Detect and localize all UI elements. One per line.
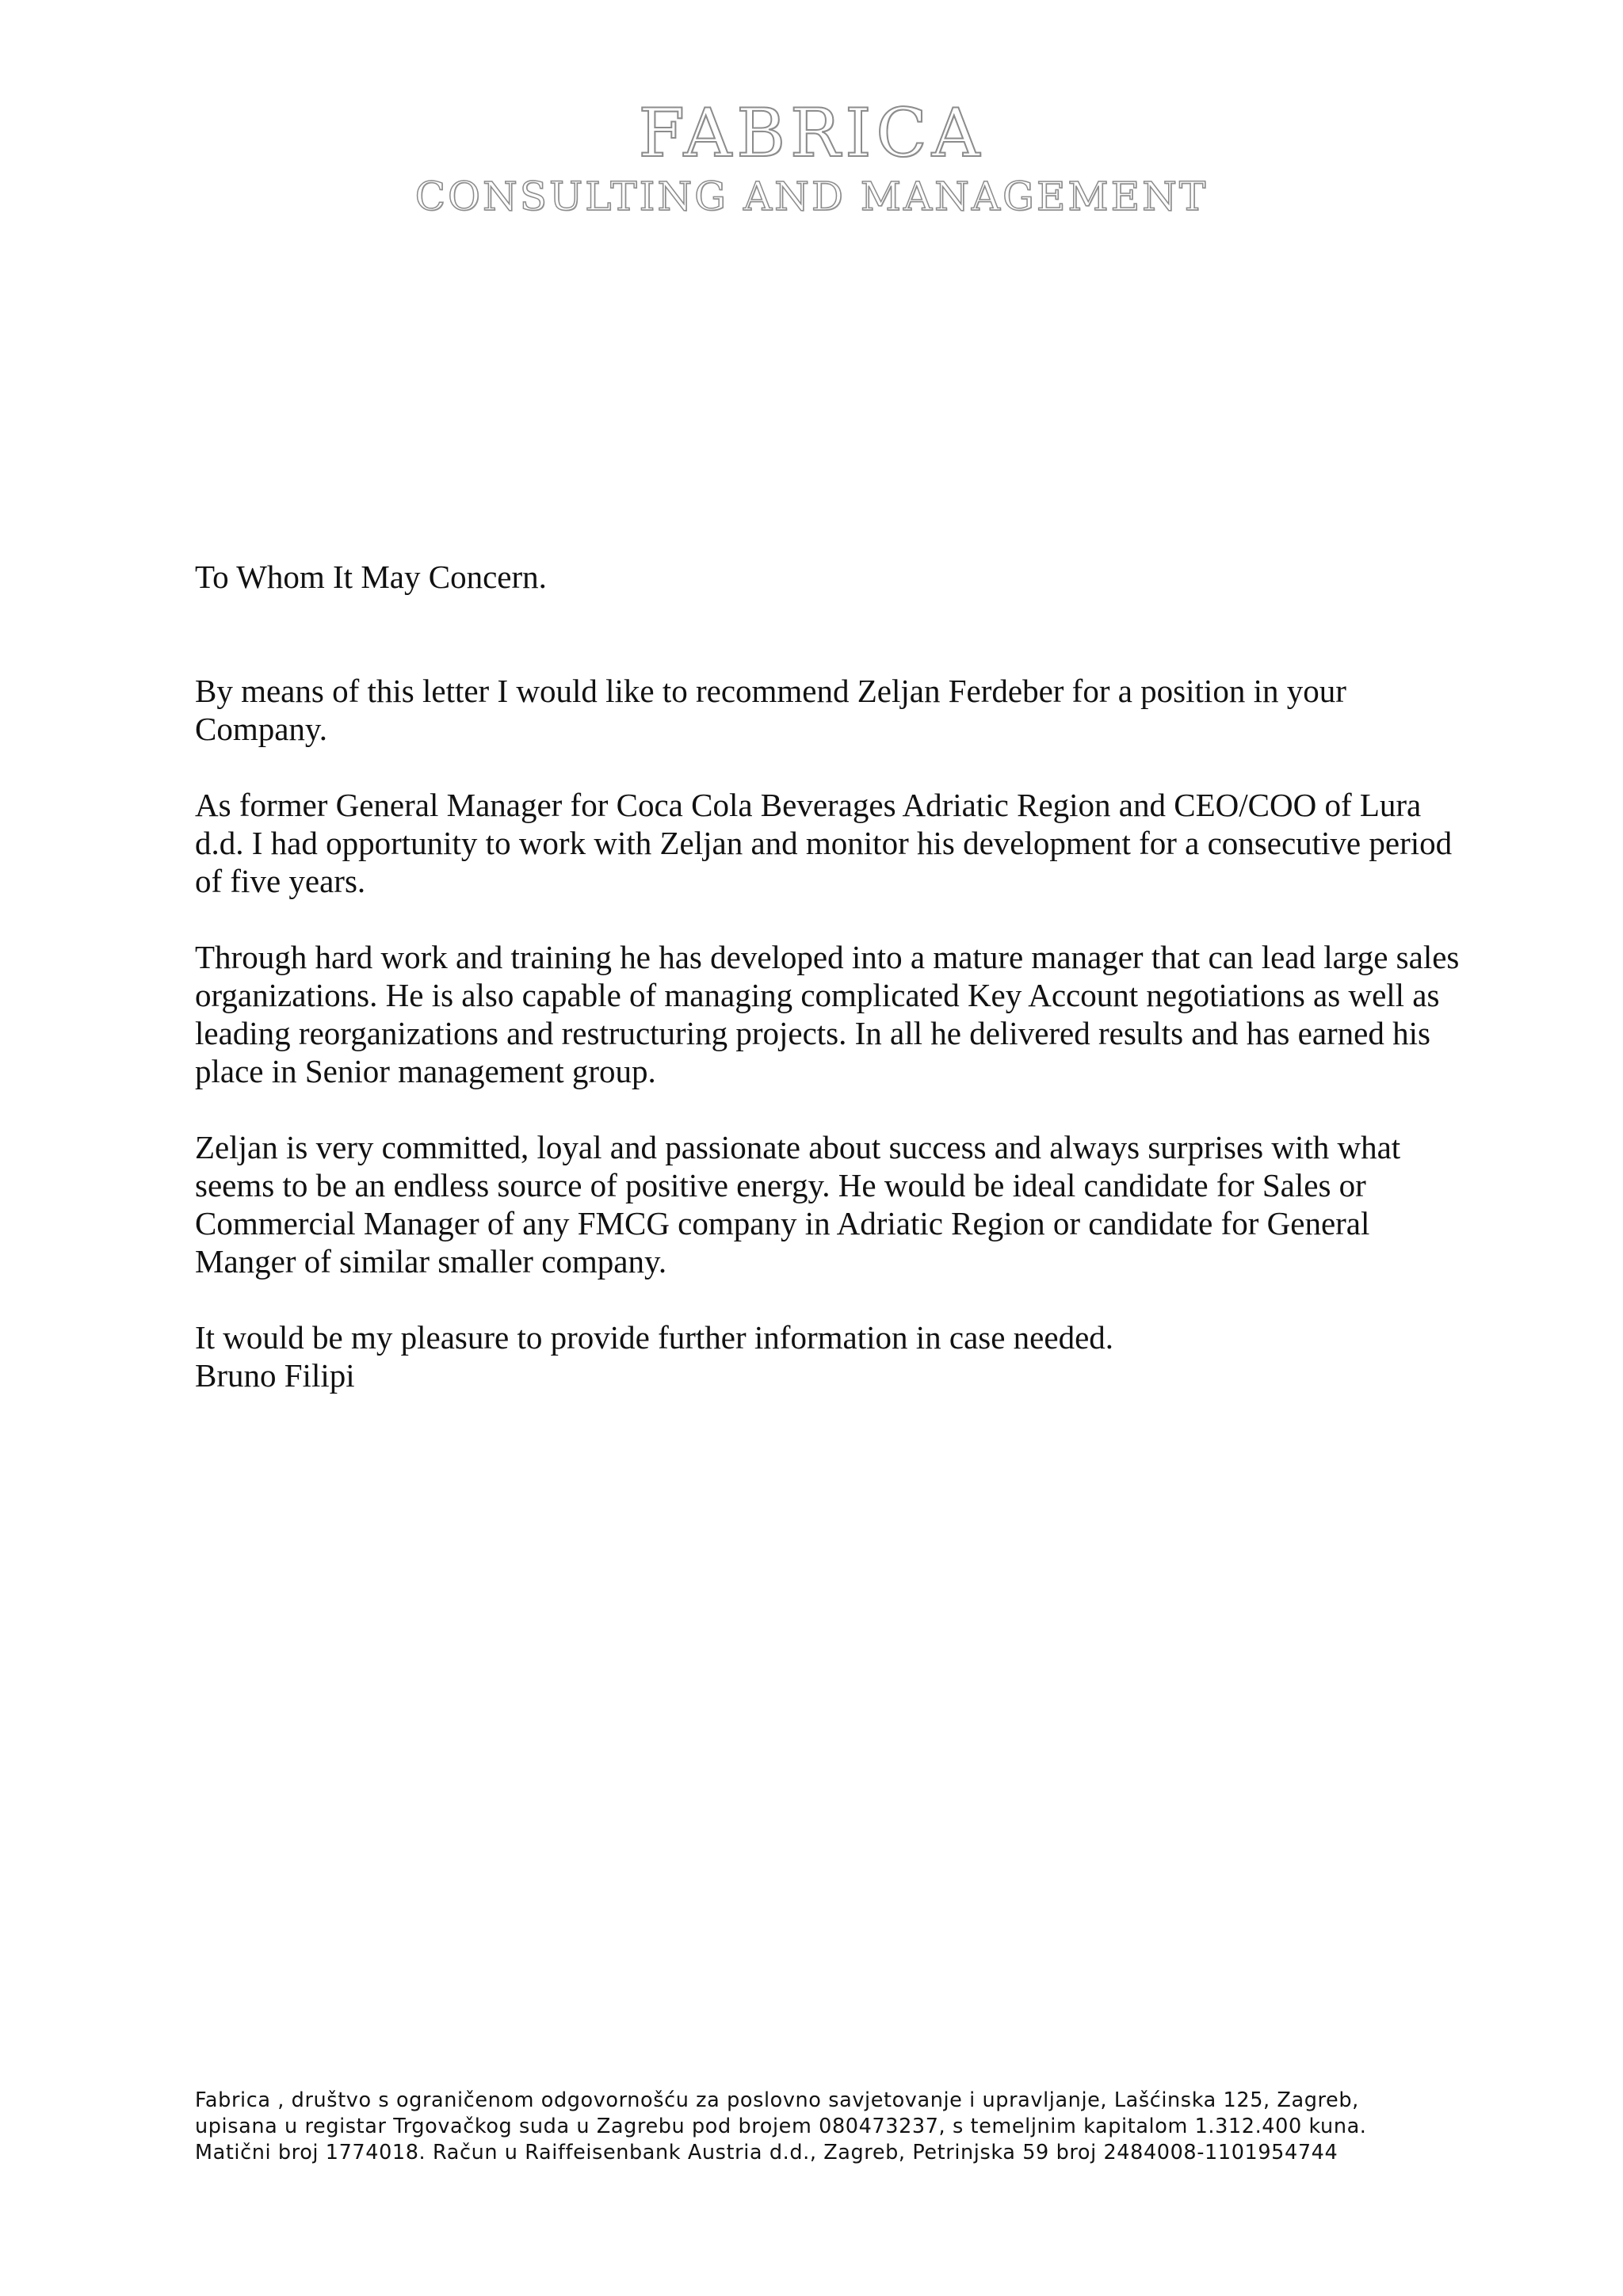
footer-line: upisana u registar Trgovačkog suda u Zagrebu pod brojem 080473237, s temeljnim kapitalom 1.312.400 kuna. — [195, 2115, 1367, 2138]
footer-line: Matični broj 1774018. Račun u Raiffeisenbank Austria d.d., Zagreb, Petrinjska 59 broj 2484008-1101954744 — [195, 2141, 1338, 2164]
paragraph-closing: It would be my pleasure to provide further information in case needed. — [195, 1319, 1114, 1356]
company-name: FABRICA — [638, 94, 985, 172]
paragraph-character: Zeljan is very committed, loyal and passionate about success and always surprises with what seems to be an endless source of positive energy. He would be ideal candidate for Sales or Commercial Manager of any FMCG company in Adriatic Region or candidate for General Manger of similar smaller company. — [195, 1129, 1401, 1280]
company-tagline: CONSULTING AND MANAGEMENT — [414, 174, 1209, 219]
letterhead — [0, 93, 1623, 222]
signature-name: Bruno Filipi — [195, 1357, 355, 1394]
paragraph-skills: Through hard work and training he has developed into a mature manager that can lead large sales organizations. He is also capable of managing complicated Key Account negotiations as well as leading reorganizations and restructuring projects. In all he delivered results and has earned his place in Senior management group. — [195, 939, 1460, 1089]
salutation: To Whom It May Concern. — [195, 559, 547, 595]
footer-line: Fabrica , društvo s ograničenom odgovornošću za poslovno savjetovanje i upravljanje, Lašćinska 125, Zagreb, — [195, 2088, 1359, 2112]
paragraph-recommendation: By means of this letter I would like to recommend Zeljan Ferdeber for a position in your Company. — [195, 673, 1346, 747]
letter-body — [195, 558, 1463, 1394]
company-footer — [195, 2088, 1495, 2166]
paragraph-background: As former General Manager for Coca Cola Beverages Adriatic Region and CEO/COO of Lura d.d. I had opportunity to work with Zeljan and monitor his development for a consecutive period of five years. — [195, 787, 1453, 899]
